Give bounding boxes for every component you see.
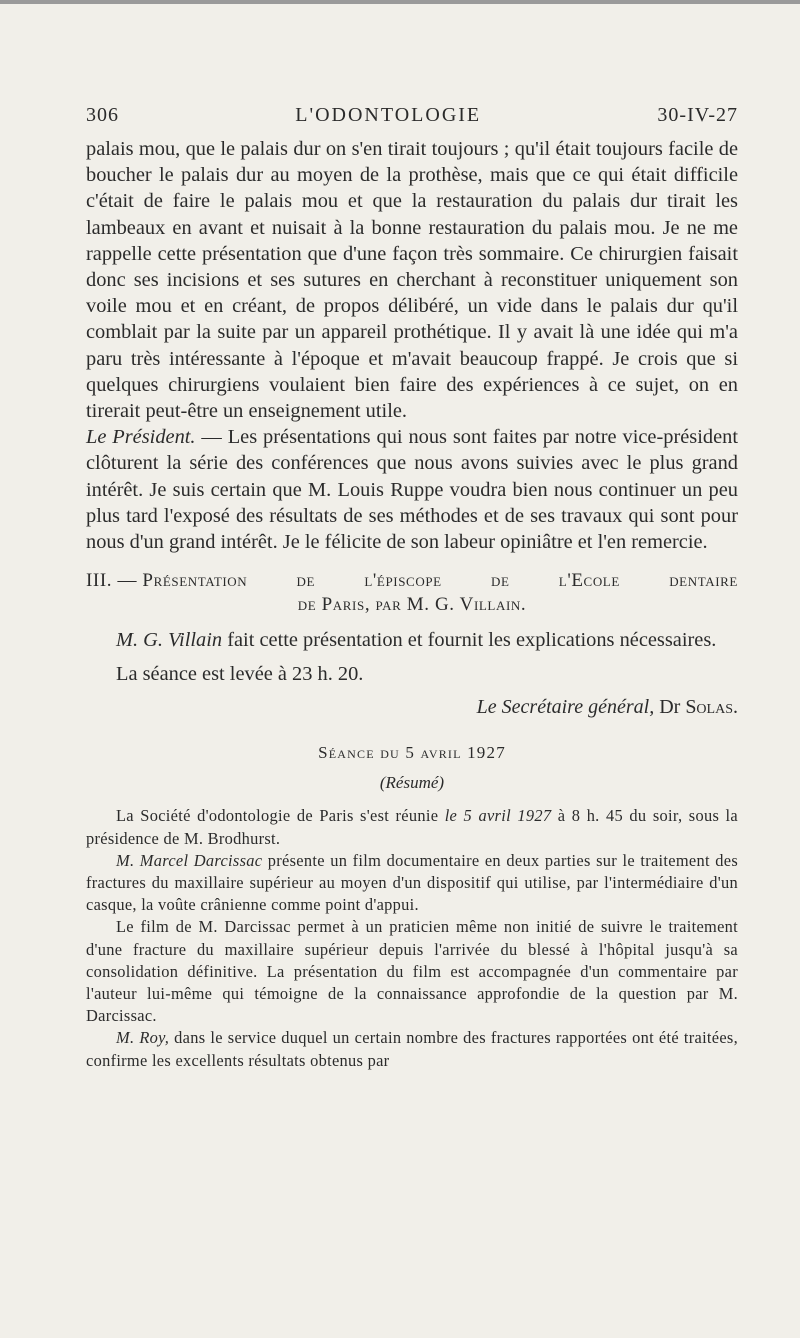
speaker-president: Le Président. <box>86 426 196 449</box>
section-word: de <box>490 570 510 592</box>
discussion-text <box>86 136 738 555</box>
signature-title: Dr <box>659 696 681 719</box>
speaker-roy: M. Roy, <box>116 1028 170 1048</box>
villain-paragraph <box>86 627 738 653</box>
journal-title: L'ODONTOLOGIE <box>295 104 482 126</box>
document-page <box>86 104 738 1072</box>
section-word: dentaire <box>669 570 738 592</box>
section-number-label: III. — Présentation <box>86 570 248 592</box>
summary-paragraph-4 <box>86 1027 738 1071</box>
section-heading-line-2: de Paris, par M. G. Villain. <box>297 594 527 616</box>
resume-label: (Résumé) <box>379 773 445 793</box>
villain-text <box>86 627 738 653</box>
summary-paragraph-2 <box>86 850 738 917</box>
page-top-edge <box>0 0 800 4</box>
summary-paragraph-3: Le film de M. Darcissac permet à un praticien même non initié de suivre le traitement d'une fracture du maxillaire supérieur depuis l'arrivée du blessé à l'hôpital jusqu'à sa consolidation définitive. La présentation du film est accompagnée d'un commentaire par l'auteur lui-même qui témoigne de la connaissance approfondie de la question par M. Darcissac. <box>86 917 738 1026</box>
summary-text <box>86 805 738 1071</box>
paragraph-president <box>86 424 738 555</box>
signature-name: Solas. <box>685 696 738 719</box>
section-word: l'épiscope <box>364 570 442 592</box>
seance-closing: La séance est levée à 23 h. 20. <box>116 663 364 686</box>
summary-text-run: La Société d'odontologie de Paris s'est réunie <box>116 806 445 826</box>
meeting-date: le 5 avril 1927 <box>444 806 552 826</box>
issue-date: 30-IV-27 <box>657 104 738 126</box>
section-heading-line-1 <box>86 569 738 593</box>
speaker-darcissac: M. Marcel Darcissac <box>116 850 263 870</box>
villain-remarks: fait cette présentation et fournit les explications nécessaires. <box>222 629 717 652</box>
speaker-villain: M. G. Villain <box>116 629 223 652</box>
paragraph-palais: palais mou, que le palais dur on s'en tirait toujours ; qu'il était toujours facile de boucher le palais dur au moyen de la prothèse, mais que ce qui était difficile c'était de faire le palais mou et que la restauration du palais dur tirait les lambeaux en avant et nuisait à la bonne restauration du palais mou. Je ne me rappelle cette présentation que d'une façon très sommaire. Ce chirurgien faisait donc ses incisions et ses sutures en cherchant à reconstituer uniquement son voile mou et en créant, de propos délibéré, un vide dans le palais dur qu'il comblait par la suite par un appareil prothétique. Il y avait là une idée qui m'a paru très intéressante à l'époque et m'avait beaucoup frappé. Je crois que si quelques chirurgiens voulaient bien faire des expériences à ce sujet, on en tirerait peut-être un enseignement utile. <box>86 138 738 423</box>
summary-text-run: dans le service duquel un certain nombre des fractures rapportées ont été traitées, confirme les excellents résultats obtenus par <box>86 1028 739 1070</box>
president-remarks: — Les présentations qui nous sont faites par notre vice-président clôturent la série des conférences que nous avons suivies avec le plus grand intérêt. Je suis certain que M. Louis Ruppe voudra bien nous continuer un peu plus tard l'exposé des résultats de ses méthodes et de ses travaux qui sont pour nous d'un grand intérêt. Je le félicite de son labeur opiniâtre et l'en remercie. <box>86 426 738 554</box>
seance-title: Séance du 5 avril 1927 <box>318 743 506 763</box>
signature-role: Le Secrétaire général, <box>476 696 655 719</box>
section-word: l'Ecole <box>558 570 620 592</box>
section-heading-iii <box>86 569 738 617</box>
summary-text-run: présente un film documentaire en deux parties sur le traitement des fractures du maxillaire supérieur au moyen d'un dispositif qui utilise, par l'intermédiaire d'un casque, la voûte crânienne comme point d'appui. <box>86 850 738 915</box>
section-word: de <box>296 570 316 592</box>
page-number: 306 <box>86 104 119 126</box>
running-header <box>86 104 738 136</box>
signature <box>86 693 738 721</box>
summary-paragraph-1 <box>86 805 738 849</box>
summary-text-run: à 8 h. 45 du soir, sous la présidence de M. Brodhurst. <box>86 806 738 848</box>
